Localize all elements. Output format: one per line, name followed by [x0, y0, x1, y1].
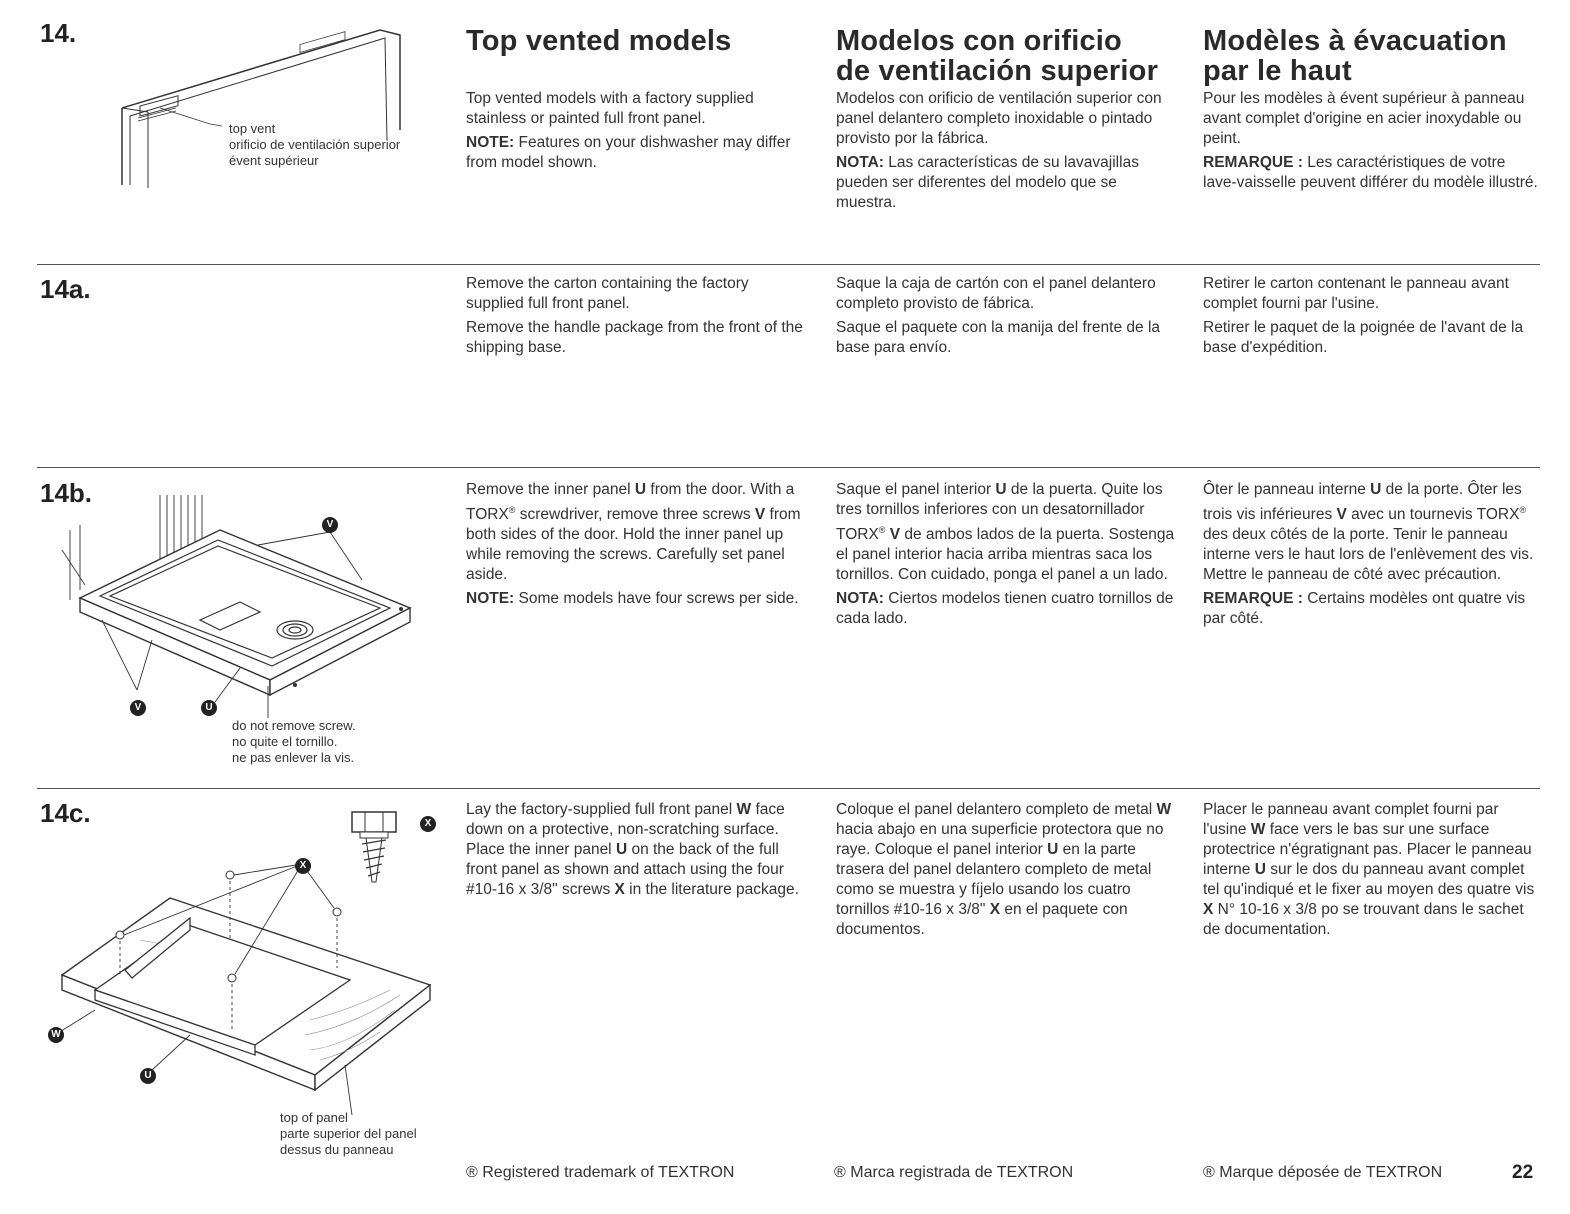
- circled-x-mark: X: [614, 881, 625, 898]
- circled-v-mark: V: [1336, 506, 1347, 524]
- s14a-es-p2: Saque el paquete con la manija del frente de la base para envío.: [836, 319, 1161, 356]
- s14a-es-p1: Saque la caja de cartón con el panel delantero completo provisto de fábrica.: [836, 275, 1156, 312]
- callout-x-screw: X: [420, 816, 436, 832]
- fig14b-label: [232, 718, 356, 766]
- s14b-text-en: [466, 480, 806, 613]
- fig14-label-en: top vent: [229, 121, 276, 136]
- s14-es-note: NOTA: Las características de su lavavajillas pueden ser diferentes del modelo que se muestra.: [836, 154, 1139, 211]
- circled-w-mark: W: [736, 801, 752, 818]
- s14b-text-es: [836, 480, 1181, 633]
- s14-fr-p1: Pour les modèles à évent supérieur à panneau avant complet d'origine en acier inoxydable ou peint.: [1203, 90, 1525, 147]
- s14c-text-es: [836, 800, 1181, 944]
- fig14-outline-top: [122, 30, 400, 130]
- s14b-en-note: NOTE: Some models have four screws per side.: [466, 590, 799, 608]
- s14a-text-es: [836, 274, 1181, 362]
- registered-mark: ®: [508, 505, 516, 515]
- registered-icon: ®: [466, 1164, 478, 1181]
- page-number: 22: [1512, 1162, 1534, 1183]
- s14a-text-fr: [1203, 274, 1543, 362]
- circled-v-mark: V: [889, 526, 901, 544]
- s14c-en-p1: Lay the factory-supplied full front panel W face down on a protective, non-scratching surface. Place the inner panel U on the back of the full front panel as shown and attach using the four #10-16 x 3/8" screws X in the literature package.: [466, 801, 799, 898]
- heading-fr: [1203, 26, 1507, 86]
- s14-en-note: NOTE: Features on your dishwasher may differ from model shown.: [466, 134, 791, 171]
- circled-u-mark: U: [615, 841, 628, 858]
- s14a-text-en: [466, 274, 806, 362]
- circled-w-mark: W: [1250, 821, 1266, 838]
- s14-es-p1: Modelos con orificio de ventilación superior con panel delantero completo inoxidable o pintado provisto por la fábrica.: [836, 90, 1162, 147]
- s14a-fr-p2: Retirer le paquet de la poignée de l'avant de la base d'expédition.: [1203, 319, 1524, 356]
- callout-v-bottom: V: [130, 700, 146, 716]
- step-number-14c: 14c.: [40, 798, 91, 828]
- s14c-fr-p1: Placer le panneau avant complet fourni par l'usine W face vers le bas sur une surface protectrice n'égratignant pas. Placer le panneau interne U sur le dos du panneau avant complet tel qu'indiqué et le fixer au moyen des quatre vis X N° 10-16 x 3/8 po se trouvant dans le sachet de documentation.: [1203, 801, 1535, 938]
- fig14b-label-es: no quite el tornillo.: [232, 734, 338, 749]
- figure-inner-panel-removal: [40, 490, 420, 730]
- fig14-vent-grille: [140, 96, 178, 116]
- fig14b-label-fr: ne pas enlever la vis.: [232, 750, 355, 765]
- circled-u-mark: U: [995, 481, 1007, 498]
- circled-u-mark: U: [1254, 861, 1266, 878]
- s14a-en-p2: Remove the handle package from the front of the shipping base.: [466, 319, 803, 356]
- footer-trademark-es: ® Marca registrada de TEXTRON: [834, 1164, 1074, 1181]
- registered-mark: ®: [1519, 505, 1527, 515]
- fig14c-label-es: parte superior del panel: [280, 1126, 417, 1141]
- heading-en: Top vented models: [466, 25, 732, 57]
- circled-u-mark: U: [1370, 481, 1382, 498]
- s14b-text-fr: [1203, 480, 1543, 633]
- s14b-es-note: NOTA: Ciertos modelos tienen cuatro tornillos de cada lado.: [836, 590, 1174, 628]
- divider-2: [37, 467, 1540, 468]
- fig14b-label-en: do not remove screw.: [232, 718, 356, 733]
- callout-x: X: [295, 858, 311, 874]
- s14c-text-en: [466, 800, 806, 904]
- s14a-en-p1: Remove the carton containing the factory supplied full front panel.: [466, 275, 749, 312]
- s14c-text-fr: [1203, 800, 1543, 944]
- fig14-label-fr: évent supérieur: [229, 153, 319, 168]
- circled-w-mark: W: [1156, 801, 1172, 818]
- callout-v-top: V: [322, 517, 338, 533]
- circled-x-mark: X: [989, 901, 1001, 918]
- registered-mark: ®: [878, 525, 886, 535]
- heading-es-line2: de ventilación superior: [836, 55, 1159, 87]
- heading-fr-line2: par le haut: [1203, 55, 1352, 87]
- heading-es-line1: Modelos con orificio: [836, 25, 1122, 57]
- circled-v-mark: V: [754, 506, 766, 524]
- s14b-fr-p1: Ôter le panneau interne U de la porte. Ôter les trois vis inférieures V avec un tournevis TORX® des deux côtés de la porte. Tenir le panneau interne vers le haut lors de l'enlèvement des vis. Mettre le panneau de côté avec précaution.: [1203, 481, 1534, 584]
- s14-text-es: [836, 89, 1181, 217]
- fig14c-label-en: top of panel: [280, 1110, 348, 1125]
- fig14c-label-fr: dessus du panneau: [280, 1142, 394, 1157]
- circled-x-mark: X: [1203, 901, 1214, 918]
- divider-1: [37, 264, 1540, 265]
- s14a-fr-p1: Retirer le carton contenant le panneau avant complet fourni par l'usine.: [1203, 275, 1509, 312]
- registered-icon: ®: [1203, 1164, 1215, 1181]
- callout-u-14c: U: [140, 1068, 156, 1084]
- s14-en-p1: Top vented models with a factory supplied stainless or painted full front panel.: [466, 90, 754, 127]
- callout-u: U: [201, 700, 217, 716]
- footer-trademark-en: ® Registered trademark of TEXTRON: [466, 1164, 735, 1181]
- heading-es: [836, 26, 1158, 86]
- fig14-leader: [160, 108, 222, 126]
- fig14c-label: [280, 1110, 417, 1158]
- divider-3: [37, 788, 1540, 789]
- heading-fr-line1: Modèles à évacuation: [1203, 25, 1507, 57]
- s14b-en-p1: Remove the inner panel U from the door. With a TORX® screwdriver, remove three screws V from both sides of the door. Hold the inner panel up while removing the screws. Carefully set panel aside.: [466, 481, 801, 584]
- s14b-fr-note: REMARQUE : Certains modèles ont quatre vis par côté.: [1203, 590, 1526, 628]
- figure-panel-assembly: [40, 850, 440, 1110]
- circled-u-mark: U: [634, 481, 647, 498]
- step-number-14a: 14a.: [40, 274, 91, 304]
- callout-w: W: [48, 1027, 64, 1043]
- s14b-es-p1: Saque el panel interior U de la puerta. Quite los tres tornillos inferiores con un desatornillador TORX® V de ambos lados de la puerta. Sostenga el panel interior hacia arriba mientras saca los tornillos. Con cuidado, ponga el panel a un lado.: [836, 481, 1175, 584]
- s14-text-en: [466, 89, 806, 177]
- s14-fr-note: REMARQUE : Les caractéristiques de votre lave-vaisselle peuvent différer du modèle illustré.: [1203, 154, 1538, 191]
- registered-icon: ®: [834, 1164, 846, 1181]
- step-number-14: 14.: [40, 18, 77, 48]
- s14-text-fr: [1203, 89, 1543, 197]
- fig14-label-es: orificio de ventilación superior: [229, 137, 401, 152]
- circled-u-mark: U: [1047, 841, 1059, 858]
- step-number-14b: 14b.: [40, 478, 93, 508]
- footer-trademark-fr: ® Marque déposée de TEXTRON: [1203, 1164, 1443, 1181]
- s14c-es-p1: Coloque el panel delantero completo de metal W hacia abajo en una superficie protectora que no raye. Coloque el panel interior U en la parte trasera del panel delantero completo de metal como se muestra y fíjelo usando los cuatro tornillos #10-16 x 3/8" X en el paquete con documentos.: [836, 801, 1172, 938]
